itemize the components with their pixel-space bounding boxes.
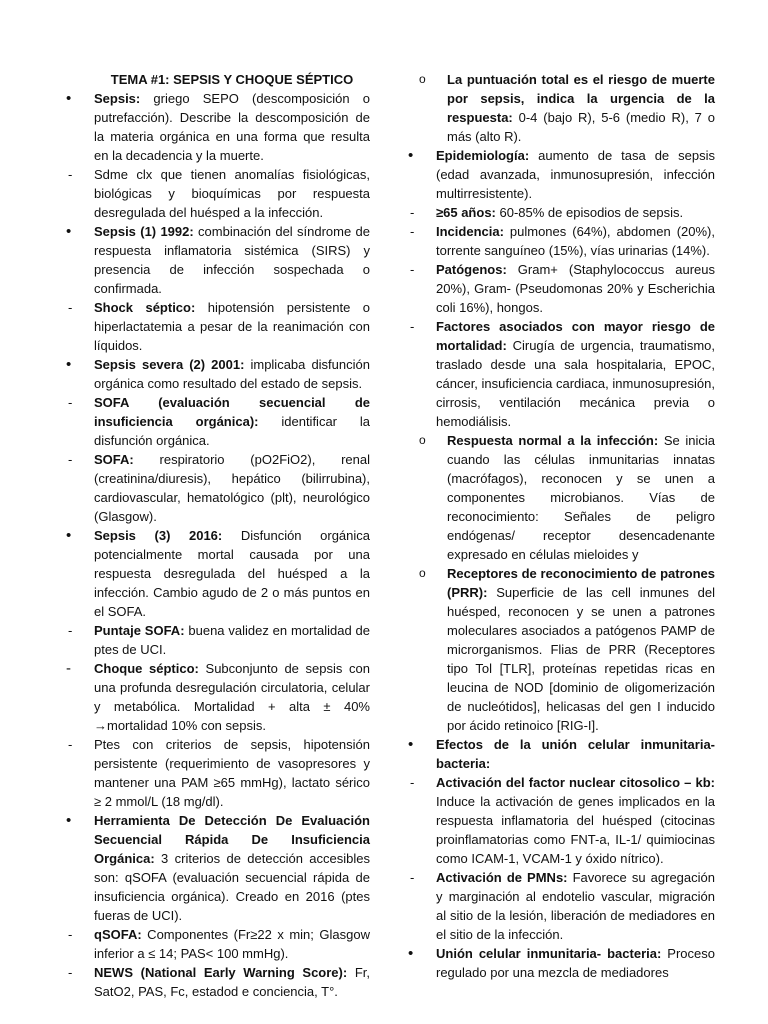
item-term: Receptores de reconocimiento de patrones (PRR): [447,566,715,600]
item-text: Sdme clx que tienen anomalías fisiológicas, biológicas y bioquímicas por respuesta desregulada del huésped a la infección. [94,167,370,220]
list-item [68,963,370,1001]
bullet-marker: • [66,356,72,373]
item-term: Sepsis: [94,91,141,106]
item-text: 60-85% de episodios de sepsis. [495,205,684,220]
dash-marker: - [68,927,73,942]
circle-marker: o [419,566,426,580]
item-text: griego SEPO (descomposición o putrefacción). Describe la descomposición de la materia orgánica en una forma que resulta en la decadencia y la muerte. [94,91,370,163]
item-text: 0-4 (bajo R), 5-6 (medio R), 7 o más (alto R). [447,110,715,144]
item-text: Induce la activación de genes implicados en la respuesta inflamatoria del huésped (citocinas proinflamatorias como FNT-a, IL-1/ quimiocinas como ICAM-1, VCAM-1 y óxido nítrico). [436,794,715,866]
list-item [410,868,715,944]
item-text: combinación del síndrome de respuesta inflamatoria sistémica (SIRS) y presencia de infección sospechada o confirmada. [94,224,370,296]
list-item [66,811,370,925]
list-item [408,735,715,773]
item-term: Sepsis (1) 1992: [94,224,194,239]
item-text: aumento de tasa de sepsis (edad avanzada, inmunosupresión, infección multirresistente). [436,148,715,201]
item-text: pulmones (64%), abdomen (20%), torrente sanguíneo (15%), vías urinarias (14%). [436,224,715,258]
bullet-marker: • [408,736,414,753]
list-item [68,450,370,526]
item-term: Sepsis (3) 2016: [94,528,223,543]
circle-marker: o [419,433,426,447]
dash-marker: - [410,775,415,790]
item-term: Epidemiología: [436,148,530,163]
list-item [66,89,370,165]
item-text: respiratorio (pO2FiO2), renal (creatinina/diuresis), hepático (bilirrubina), cardiovascular, hematológico (plt), neurológico (Glasgow). [94,452,370,524]
list-item [410,222,715,260]
dash-marker: - [68,167,73,182]
right-column [410,70,715,982]
item-term: Puntaje SOFA: [94,623,185,638]
item-term: Sepsis severa (2) 2001: [94,357,245,372]
bullet-marker: • [66,223,72,240]
list-item [410,203,715,222]
dash-marker: - [68,300,73,315]
list-item [68,621,370,659]
dash-marker: - [68,395,73,410]
bullet-marker: • [66,90,72,107]
item-term: Herramienta De Detección De Evaluación Secuencial Rápida De Insuficiencia Orgánica: [94,813,370,866]
item-term: qSOFA: [94,927,142,942]
list-item [410,773,715,868]
dash-marker: - [68,965,73,980]
item-term: ≥65 años: [436,205,496,220]
item-text: Proceso regulado por una mezcla de mediadores [436,946,715,980]
list-item [419,70,715,146]
item-term: SOFA: [94,452,134,467]
list-item [410,317,715,431]
item-text: Subconjunto de sepsis con una profunda desregulación circulatoria, celular y metabólica. Mortalidad + alta ± 40% →mortalidad 10% con sepsis. [94,661,370,733]
item-text: Disfunción orgánica potencialmente mortal causada por una respuesta desregulada del huésped a la infección. Cambio agudo de 2 o más puntos en el SOFA. [94,528,370,619]
bullet-marker: • [66,527,72,544]
item-term: Choque séptico: [94,661,199,676]
item-text: 3 criterios de detección accesibles son: qSOFA (evaluación secuencial rápida de insuficiencia orgánica). Creado en 2016 (ptes fueras de UCI). [94,851,370,923]
list-item [68,298,370,355]
list-item [66,659,370,735]
item-term: Activación del factor nuclear citosolico – kb: [436,775,715,790]
item-text: Fr, SatO2, PAS, Fc, estadod e conciencia, T°. [94,965,370,999]
item-text: Cirugía de urgencia, traumatismo, traslado desde una sala hospitalaria, EPOC, cáncer, insuficiencia cardiaca, inmunosupresión, cirrosis, ventilación mecánica previa o hemodiálisis. [436,338,715,429]
dash-marker: - [68,737,73,752]
dash-marker: - [68,623,73,638]
dash-marker: - [68,452,73,467]
list-item [68,393,371,450]
dash-marker: - [410,870,415,885]
item-term: Unión celular inmunitaria- bacteria: [436,946,662,961]
left-column [68,70,370,1001]
list-item [419,431,715,564]
list-item [419,564,715,735]
list-item [66,355,370,393]
dash-marker: - [410,262,415,277]
item-text: Componentes (Fr≥22 x min; Glasgow inferior a ≤ 14; PAS< 100 mmHg). [94,927,370,961]
bullet-marker: • [408,147,414,164]
item-text: implicaba disfunción orgánica como resultado del estado de sepsis. [94,357,370,391]
list-item [68,925,370,963]
item-term: SOFA (evaluación secuencial de insuficiencia orgánica): [94,395,370,429]
list-item [68,165,370,222]
item-text: Se inicia cuando las células inmunitarias innatas (macrófagos), reconocen y se unen a componentes microbianos. Vías de reconocimiento: Señales de peligro endógenas/ receptor desencadenante expresado en células mieloides y [447,433,715,562]
item-term: Factores asociados con mayor riesgo de mortalidad: [436,319,715,353]
list-item [66,222,370,298]
item-text: Gram+ (Staphylococcus aureus 20%), Gram- (Pseudomonas 20% y Escherichia coli 16%), hongos. [436,262,715,315]
item-term: Efectos de la unión celular inmunitaria- bacteria: [436,737,715,771]
item-text: Ptes con criterios de sepsis, hipotensión persistente (requerimiento de vasopresores y mantener una PAM ≥65 mmHg), lactato sérico ≥ 2 mmol/L (18 mg/dl). [94,737,370,809]
list-item [408,146,715,203]
document-title: TEMA #1: SEPSIS Y CHOQUE SÉPTICO [110,72,354,87]
item-text: identificar la disfunción orgánica. [94,414,371,448]
item-term: La puntuación total es el riesgo de muerte por sepsis, indica la urgencia de la respuesta: [447,72,715,125]
list-item [410,260,715,317]
item-term: Patógenos: [436,262,507,277]
item-term: NEWS (National Early Warning Score): [94,965,348,980]
list-item [68,735,370,811]
bullet-marker: • [408,945,414,962]
bullet-marker: - [66,660,71,677]
item-term: Incidencia: [436,224,504,239]
item-term: Respuesta normal a la infección: [447,433,659,448]
dash-marker: - [410,224,415,239]
item-text: hipotensión persistente o hiperlactatemia a pesar de la reanimación con líquidos. [94,300,370,353]
dash-marker: - [410,319,415,334]
item-term: Shock séptico: [94,300,196,315]
circle-marker: o [419,72,426,86]
list-item [66,526,370,621]
item-term: Activación de PMNs: [436,870,568,885]
item-text: Favorece su agregación y marginación al endotelio vascular, migración al sitio de la lesión, liberación de mediadores en el sitio de la infección. [436,870,715,942]
item-text: Superficie de las cell inmunes del huésped, reconocen y se unen a patrones moleculares asociados a patógenos PAMP de microrganismos. Flias de PRR (Receptores tipo Tol [TLR], proteínas repetidas ricas en leucina de NOD [dominio de oligomerización de nucleótidos], helicasas del gen I inducido por ácido retinoico [RIG-I]. [447,585,715,733]
item-text: buena validez en mortalidad de ptes de UCI. [94,623,370,657]
bullet-marker: • [66,812,72,829]
list-item [408,944,715,982]
dash-marker: - [410,205,415,220]
